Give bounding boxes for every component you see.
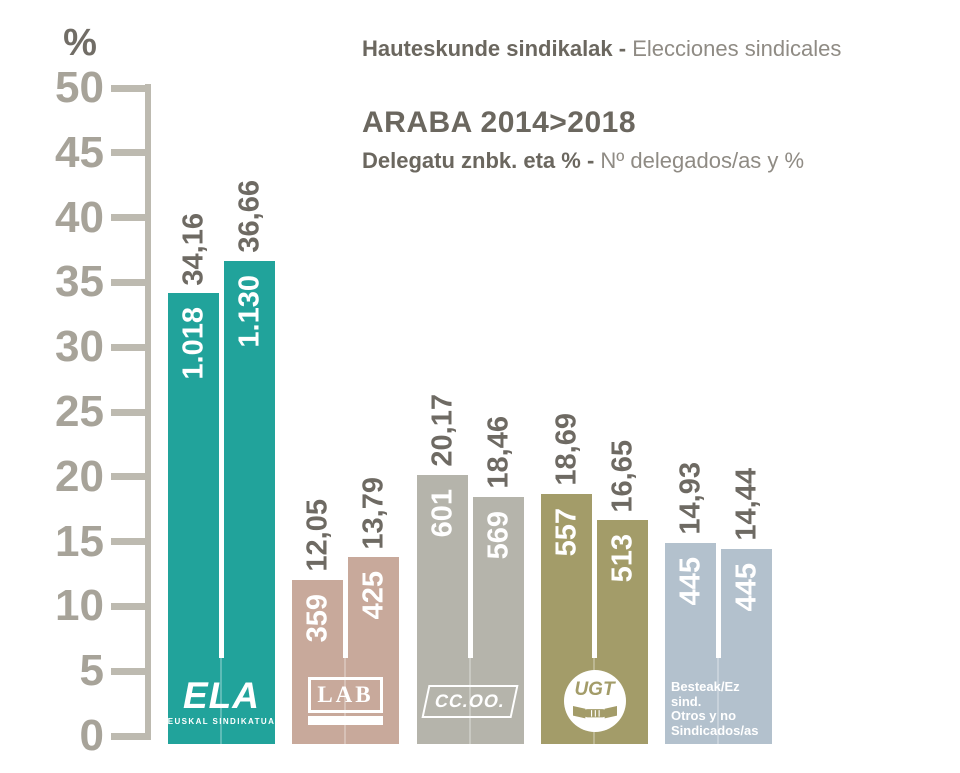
delegates-label: 513 xyxy=(606,534,638,583)
chart-subtitle-spanish: Nº delegados/as y % xyxy=(600,148,805,173)
y-axis-tick-label-0: 0 xyxy=(79,711,104,760)
y-axis-tick-label-5: 5 xyxy=(79,646,104,696)
bar-group-ccoo xyxy=(417,0,524,773)
logo-zone-besteak xyxy=(665,658,772,744)
logo-zone-ela xyxy=(168,658,275,744)
lab-logo xyxy=(308,677,382,725)
chart-subtitle-basque: Delegatu znbk. eta % - xyxy=(362,148,601,173)
pct-label: 34,16 xyxy=(177,212,209,286)
besteak-label-line: Sindicados/as xyxy=(671,722,759,738)
bar-pair-divider xyxy=(717,658,719,744)
ccoo-logo: CC.OO. xyxy=(422,685,519,718)
delegates-label: 557 xyxy=(550,507,582,557)
delegates-label: 601 xyxy=(426,488,458,537)
y-axis-tick-label-45: 45 xyxy=(55,127,104,177)
delegates-label: 425 xyxy=(357,571,389,620)
chart-supertitle-basque: Hauteskunde sindikalak - xyxy=(362,36,627,61)
bar-group-ela xyxy=(168,0,275,773)
chart-supertitle-spanish: Elecciones sindicales xyxy=(632,36,842,61)
y-axis-tick-label-25: 25 xyxy=(55,387,104,436)
delegates-label: 569 xyxy=(482,510,514,560)
ela-logo-text: ELA xyxy=(183,674,260,716)
bar-group-ugt xyxy=(541,0,648,773)
pct-label: 14,93 xyxy=(674,461,706,535)
y-axis-tick-label-40: 40 xyxy=(55,192,104,242)
besteak-label xyxy=(671,680,772,738)
delegates-label: 445 xyxy=(730,562,762,612)
delegates-label: 359 xyxy=(301,593,333,643)
pct-label: 12,05 xyxy=(301,499,333,572)
delegates-label: 445 xyxy=(674,556,706,605)
ugt-logo-text: UGT xyxy=(574,679,615,700)
y-axis-tick-label-35: 35 xyxy=(55,257,104,307)
pct-label: 14,44 xyxy=(730,468,762,541)
handshake-icon xyxy=(573,701,617,722)
y-axis-unit-label: % xyxy=(63,22,97,64)
besteak-label-line: Besteak/Ez sind. xyxy=(671,679,740,709)
lab-logo-underline xyxy=(308,716,382,725)
logo-zone-ccoo xyxy=(417,658,524,744)
bar-group-besteak xyxy=(665,0,772,773)
y-axis-tick-label-50: 50 xyxy=(55,63,104,112)
ela-logo-subtext: EUSKAL SINDIKATUA xyxy=(167,716,276,726)
ela-logo xyxy=(167,674,276,726)
logo-zone-ugt xyxy=(541,658,648,744)
lab-logo-text: LAB xyxy=(308,677,382,713)
pct-label: 13,79 xyxy=(357,476,389,550)
ugt-logo xyxy=(564,670,626,732)
delegates-label: 1.130 xyxy=(233,274,265,348)
pct-label: 16,65 xyxy=(606,439,638,513)
pct-label: 20,17 xyxy=(426,394,458,467)
chart-title: ARABA 2014>2018 xyxy=(362,106,637,139)
y-axis-tick-label-15: 15 xyxy=(55,516,104,566)
y-axis-tick-label-20: 20 xyxy=(55,451,104,501)
bar-group-lab xyxy=(292,0,399,773)
pct-label: 18,46 xyxy=(482,416,514,489)
pct-label: 36,66 xyxy=(233,180,265,253)
delegates-label: 1.018 xyxy=(177,307,209,380)
logo-zone-lab xyxy=(292,658,399,744)
besteak-label-line: Otros y no xyxy=(671,708,737,724)
pct-label: 18,69 xyxy=(550,413,582,486)
y-axis-tick-label-30: 30 xyxy=(55,322,104,372)
y-axis-tick-label-10: 10 xyxy=(55,581,104,631)
